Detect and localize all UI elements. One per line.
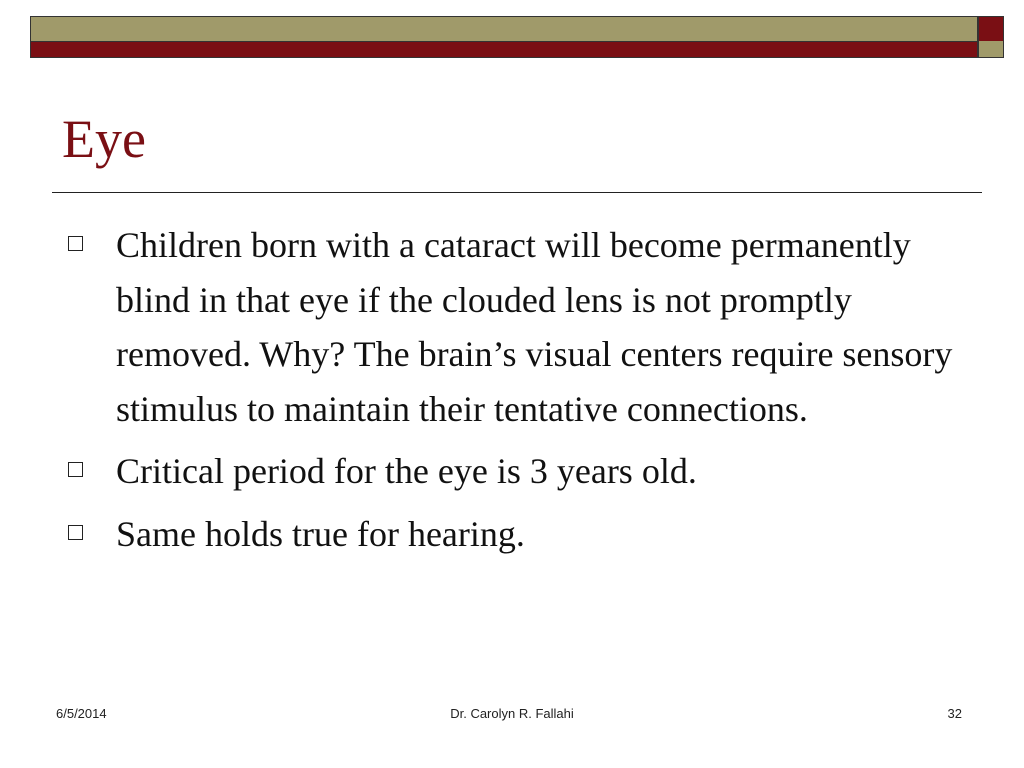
footer-author: Dr. Carolyn R. Fallahi — [450, 706, 574, 721]
corner-square-top — [978, 16, 1004, 42]
header-band-lower — [31, 41, 977, 57]
bullet-text: Children born with a cataract will become permanently blind in that eye if the clouded lens is not promptly removed. Why? The brain’s visual centers require sensory stimulus to maintain their tentative connections. — [116, 225, 953, 429]
header-band — [30, 16, 978, 58]
hollow-square-icon — [68, 525, 83, 540]
bullet-text: Same holds true for hearing. — [116, 513, 525, 554]
bullet-text: Critical period for the eye is 3 years old. — [116, 451, 697, 491]
hollow-square-icon — [68, 236, 83, 251]
footer-page-number: 32 — [947, 706, 962, 721]
hollow-square-icon — [68, 462, 83, 477]
slide-title: Eye — [62, 109, 146, 169]
bullet-list — [64, 218, 964, 569]
bullet-item — [64, 507, 964, 562]
bullet-item — [64, 444, 964, 499]
bullet-item — [64, 218, 964, 436]
title-divider — [52, 192, 982, 193]
footer-date: 6/5/2014 — [56, 706, 107, 721]
corner-square-bottom — [978, 41, 1004, 58]
